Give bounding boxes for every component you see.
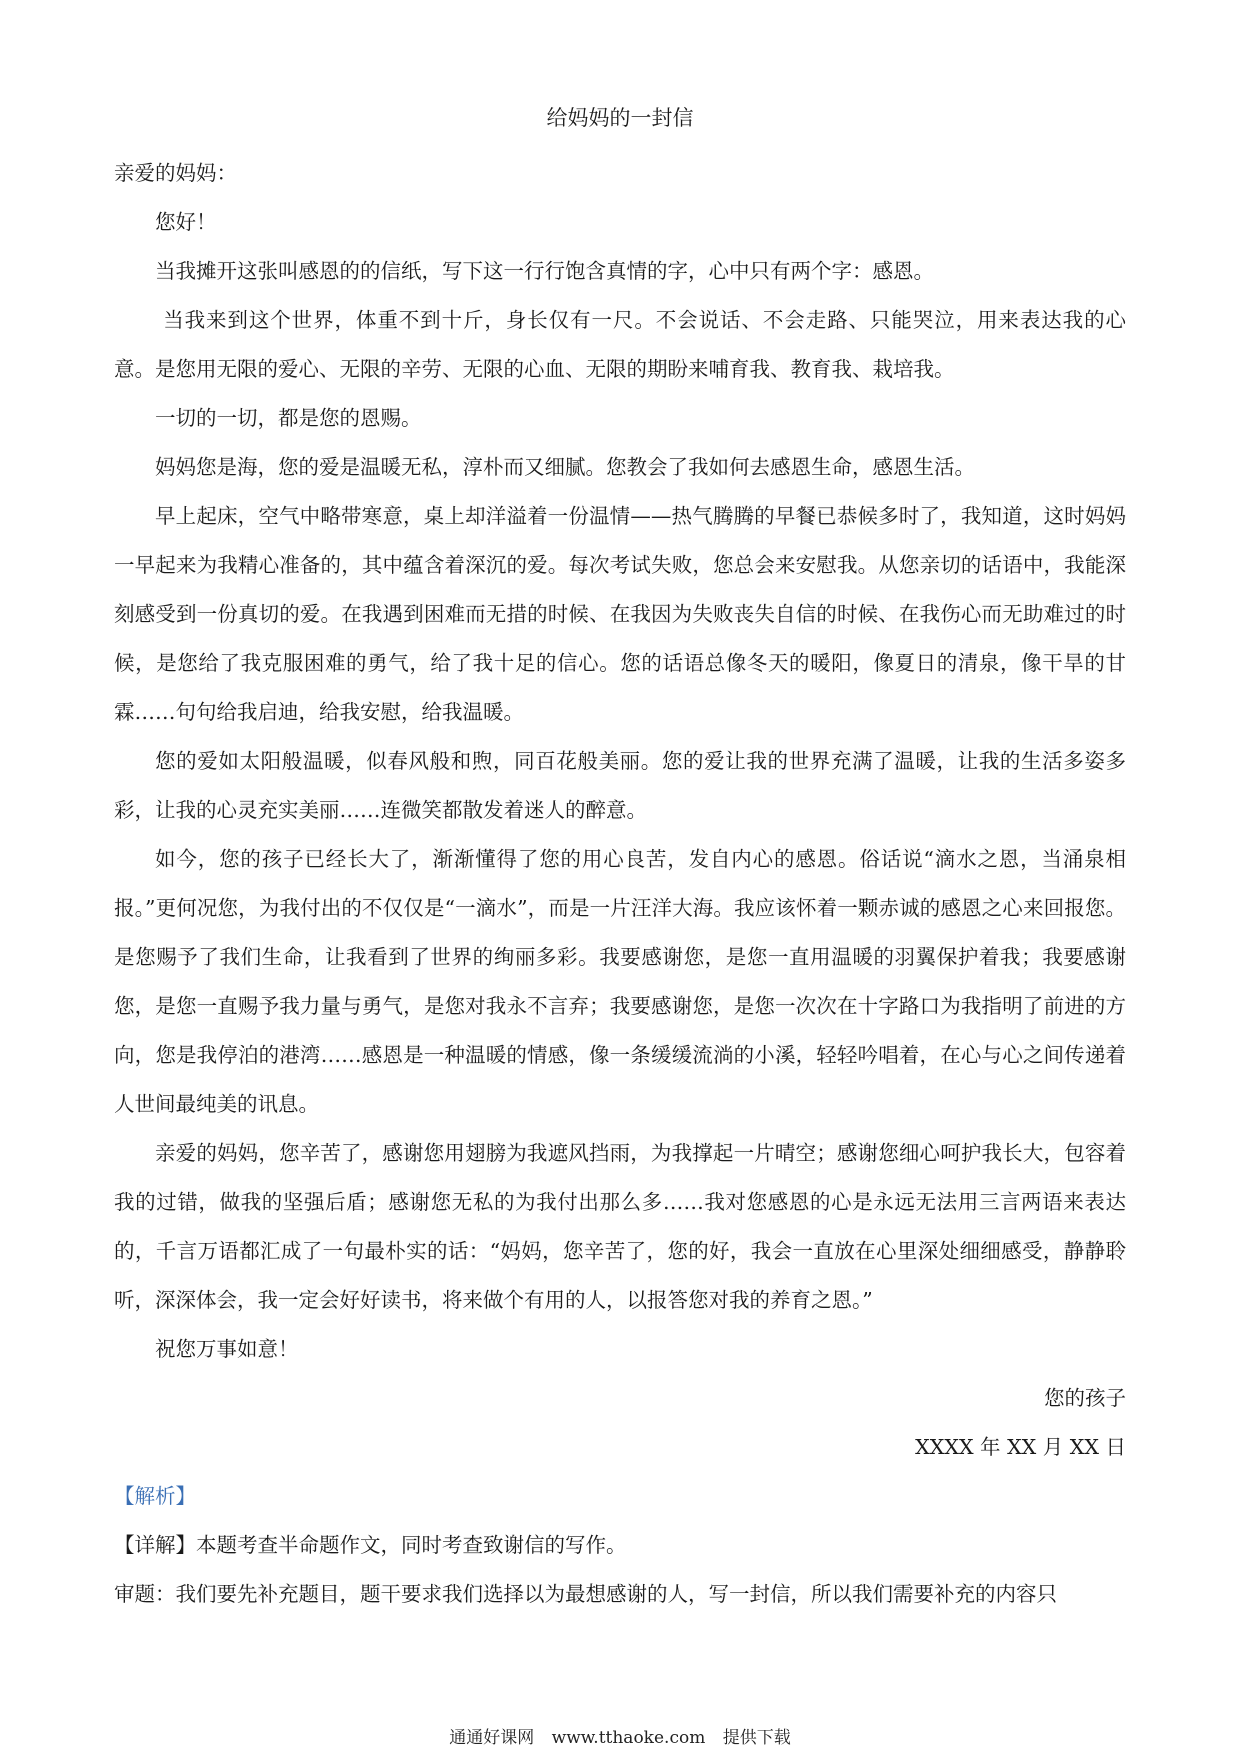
paragraph-6: 您的爱如太阳般温暖，似春风般和煦，同百花般美丽。您的爱让我的世界充满了温暖，让我的生活多姿多彩，让我的心灵充实美丽……连微笑都散发着迷人的醉意。 bbox=[114, 749, 1126, 822]
signature: 您的孩子 bbox=[1044, 1386, 1126, 1410]
paragraph-1: 当我摊开这张叫感恩的的信纸，写下这一行行饱含真情的字，心中只有两个字：感恩。 bbox=[155, 259, 934, 283]
letter-date: XXXX 年 XX 月 XX 日 bbox=[915, 1435, 1126, 1459]
paragraph-3: 一切的一切，都是您的恩赐。 bbox=[155, 406, 422, 430]
footer-suffix: 提供下载 bbox=[722, 1728, 791, 1748]
analysis-review: 审题：我们要先补充题目，题干要求我们选择以为最想感谢的人，写一封信，所以我们需要补充的内容只 bbox=[114, 1582, 1057, 1606]
closing: 祝您万事如意！ bbox=[155, 1337, 299, 1361]
paragraph-2: 当我来到这个世界，体重不到十斤，身长仅有一尺。不会说话、不会走路、只能哭泣，用来表达我的心意。是您用无限的爱心、无限的辛劳、无限的心血、无限的期盼来哺育我、教育我、栽培我。 bbox=[114, 308, 1126, 381]
analysis-header: 【解析】 bbox=[114, 1484, 196, 1508]
footer-site-name: 通通好课网 bbox=[449, 1728, 535, 1748]
salutation: 亲爱的妈妈： bbox=[114, 161, 237, 185]
paragraph-4: 妈妈您是海，您的爱是温暖无私，淳朴而又细腻。您教会了我如何去感恩生命，感恩生活。 bbox=[155, 455, 975, 479]
footer-url[interactable]: www.tthaoke.com bbox=[551, 1728, 706, 1748]
paragraph-5: 早上起床，空气中略带寒意，桌上却洋溢着一份温情——热气腾腾的早餐已恭候多时了，我知道，这时妈妈一早起来为我精心准备的，其中蕴含着深沉的爱。每次考试失败，您总会来安慰我。从您亲切的话语中，我能深刻感受到一份真切的爱。在我遇到困难而无措的时候、在我因为失败丧失自信的时候、在我伤心而无助难过的时候，是您给了我克服困难的勇气，给了我十足的信心。您的话语总像冬天的暖阳，像夏日的清泉，像干旱的甘霖……句句给我启迪，给我安慰，给我温暖。 bbox=[114, 504, 1126, 724]
letter-body bbox=[114, 149, 1126, 1619]
greeting: 您好！ bbox=[155, 210, 217, 234]
page-footer bbox=[0, 1726, 1240, 1750]
paragraph-8: 亲爱的妈妈，您辛苦了，感谢您用翅膀为我遮风挡雨，为我撑起一片晴空；感谢您细心呵护我长大，包容着我的过错，做我的坚强后盾；感谢您无私的为我付出那么多……我对您感恩的心是永远无法用三言两语来表达的，千言万语都汇成了一句最朴实的话：“妈妈，您辛苦了，您的好，我会一直放在心里深处细细感受，静静聆听，深深体会，我一定会好好读书，将来做个有用的人，以报答您对我的养育之恩。” bbox=[114, 1141, 1126, 1312]
analysis-detail: 【详解】本题考查半命题作文，同时考查致谢信的写作。 bbox=[114, 1533, 627, 1557]
letter-title: 给妈妈的一封信 bbox=[546, 106, 694, 130]
paragraph-7: 如今，您的孩子已经长大了，渐渐懂得了您的用心良苦，发自内心的感恩。俗话说“滴水之恩，当涌泉相报。”更何况您，为我付出的不仅仅是“一滴水”，而是一片汪洋大海。我应该怀着一颗赤诚的感恩之心来回报您。是您赐予了我们生命，让我看到了世界的绚丽多彩。我要感谢您，是您一直用温暖的羽翼保护着我；我要感谢您，是您一直赐予我力量与勇气，是您对我永不言弃；我要感谢您，是您一次次在十字路口为我指明了前进的方向，您是我停泊的港湾……感恩是一种温暖的情感，像一条缓缓流淌的小溪，轻轻吟唱着，在心与心之间传递着人世间最纯美的讯息。 bbox=[114, 847, 1126, 1116]
